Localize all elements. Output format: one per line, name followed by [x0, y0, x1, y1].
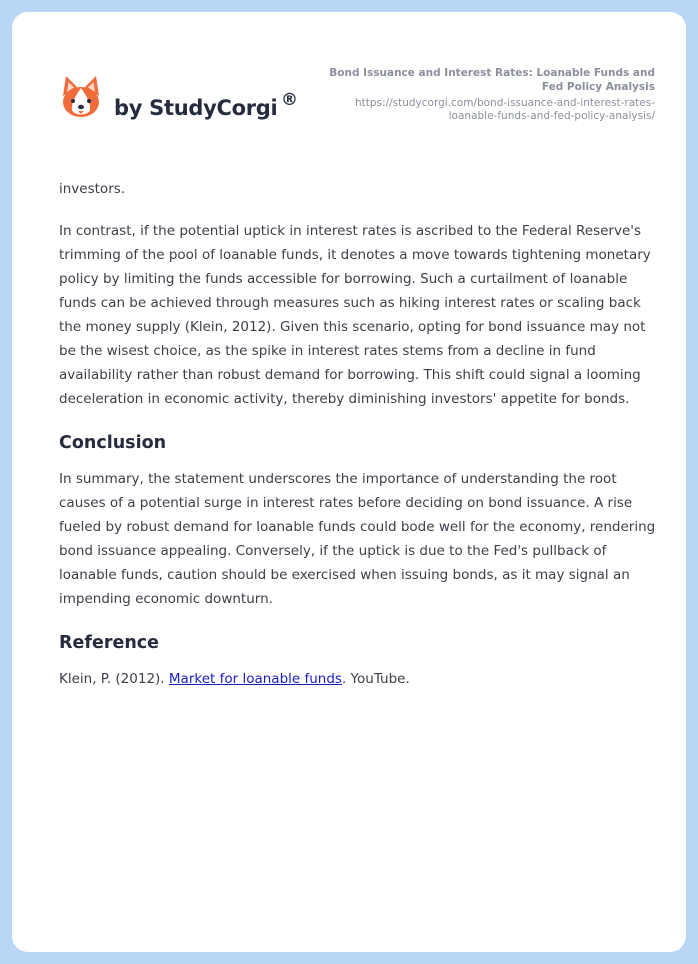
studycorgi-logo[interactable] — [60, 74, 310, 140]
brand-name: by StudyCorgi — [114, 96, 278, 120]
paragraph-intro: investors. — [59, 181, 126, 197]
document-meta — [325, 66, 655, 123]
reference-entry — [59, 667, 659, 691]
document-url: https://studycorgi.com/bond-issuance-and-interest-rates-loanable-funds-and-fed-policy-analysis/ — [355, 97, 655, 122]
reference-suffix: . YouTube. — [341, 671, 410, 687]
paragraph-contrast: In contrast, if the potential uptick in interest rates is ascribed to the Federal Reserve's trimming of the pool of loanable funds, it denotes a move towards tightening monetary policy by limiting the funds accessible for borrowing. Such a curtailment of loanable funds can be achieved through measures such as hiking interest rates or scaling back the money supply (Klein, 2012). Given this scenario, opting for bond issuance may not be the wisest choice, as the spike in interest rates stems from a decline in fund availability rather than robust demand for borrowing. This shift could signal a looming deceleration in economic activity, thereby diminishing investors' appetite for bonds. — [59, 223, 651, 407]
reference-link[interactable]: Market for loanable funds — [168, 671, 342, 687]
document-page — [12, 12, 686, 952]
corgi-icon — [60, 74, 102, 120]
registered-mark: ® — [281, 90, 298, 110]
conclusion-heading: Conclusion — [59, 433, 167, 453]
document-title: Bond Issuance and Interest Rates: Loanable Funds and Fed Policy Analysis — [329, 67, 655, 93]
reference-heading: Reference — [59, 633, 160, 653]
paragraph-conclusion: In summary, the statement underscores the importance of understanding the root causes of a potential surge in interest rates before deciding on bond issuance. A rise fueled by robust demand for loanable funds could bode well for the economy, rendering bond issuance appealing. Conversely, if the uptick is due to the Fed's pullback of loanable funds, caution should be exercised when issuing bonds, as it may signal an impending economic downturn. — [59, 471, 656, 607]
reference-prefix: Klein, P. (2012). — [59, 671, 169, 687]
document-body — [59, 177, 659, 709]
